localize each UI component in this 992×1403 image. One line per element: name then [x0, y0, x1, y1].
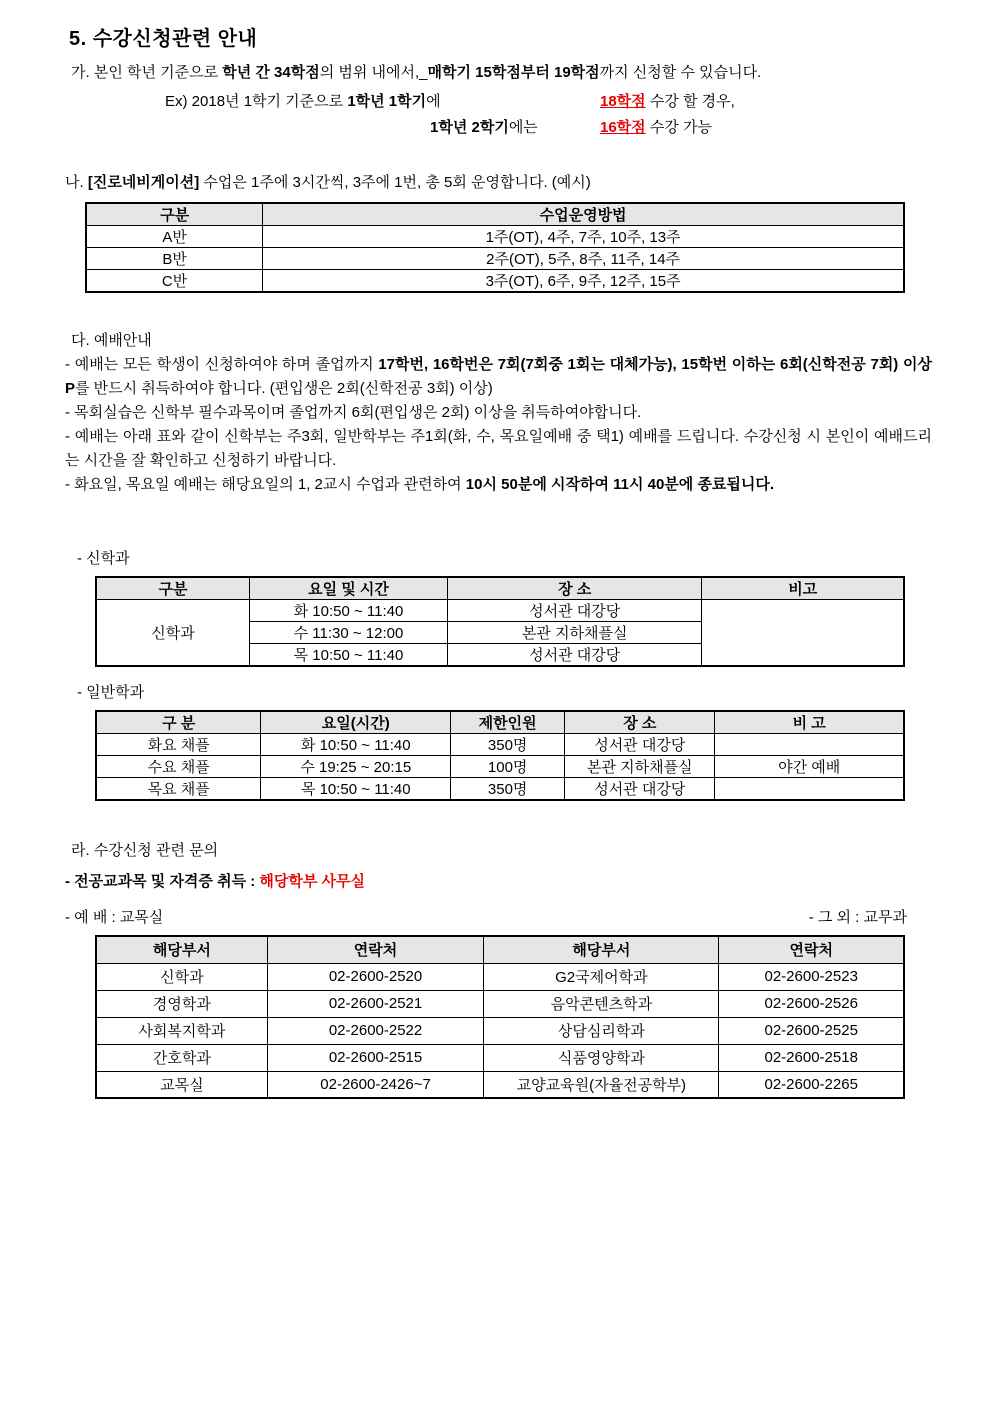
contacts-table — [95, 935, 905, 1099]
table-row — [86, 270, 904, 293]
cell: 02-2600-2522 — [267, 1017, 484, 1044]
paragraph-worship-2: - 목회실습은 신학부 필수과목이며 졸업까지 6회(편입생은 2회) 이상을 취득하여야합니다. — [65, 404, 642, 421]
na-bold-navigation: [진로네비게이션] — [87, 174, 200, 191]
cell: 목 10:50 ~ 11:40 — [261, 778, 451, 801]
cell: 목 10:50 ~ 11:40 — [250, 644, 448, 667]
cell — [715, 778, 904, 801]
cell: 02-2600-2518 — [719, 1044, 904, 1071]
table-row — [96, 778, 904, 801]
example-2-label — [165, 115, 600, 141]
general-worship-table — [95, 710, 905, 801]
cell: 사회복지학과 — [96, 1017, 267, 1044]
credit-18: 18학점 — [600, 93, 646, 110]
paragraph-ga — [65, 61, 932, 85]
table-row — [96, 1071, 904, 1098]
table-row — [86, 248, 904, 270]
col-header: 비 고 — [715, 711, 904, 734]
table-header-row — [96, 936, 904, 963]
col-header: 수업운영방법 — [263, 203, 904, 226]
cell: 100명 — [451, 756, 565, 778]
example-line-2 — [65, 115, 932, 141]
paragraph-worship-3: - 예배는 아래 표와 같이 신학부는 주3회, 일반학부는 주1회(화, 수, 목요일예배 중 택1) 예배를 드립니다. 수강신청 시 본인이 예배드리는 시간을 잘 확인하고 신청하기 바랍니다. — [65, 428, 932, 469]
example-2-suffix: 수강 가능 — [645, 119, 712, 136]
table-row — [96, 1044, 904, 1071]
theology-worship-table — [95, 576, 905, 667]
credit-16: 16학점 — [600, 119, 646, 136]
cell: 02-2600-2523 — [719, 963, 904, 990]
cell: 본관 지하채플실 — [565, 756, 715, 778]
cell: 성서관 대강당 — [565, 778, 715, 801]
cell: 식품영양학과 — [484, 1044, 719, 1071]
table-header-row — [96, 711, 904, 734]
ra-contact-line-2 — [65, 906, 932, 927]
cell: 음악콘텐츠학과 — [484, 990, 719, 1017]
worship-4-prefix: - 화요일, 목요일 예배는 해당요일의 1, 2교시 수업과 관련하여 — [65, 476, 466, 493]
worship-1-requirement: 17학번, 16학번은 7회(7회중 1회는 대체가능), 15학번 이하는 6회(신학전공 7회) 이상 P — [65, 356, 932, 397]
na-suffix: 수업은 1주에 3시간씩, 3주에 1번, 총 5회 운영합니다. (예시) — [199, 174, 591, 191]
class-operation-table — [85, 202, 905, 293]
ga-text-end: 까지 신청할 수 있습니다. — [599, 64, 762, 81]
cell: 수 11:30 ~ 12:00 — [250, 622, 448, 644]
cell: 02-2600-2515 — [267, 1044, 484, 1071]
table-row — [86, 226, 904, 248]
col-header: 연락처 — [267, 936, 484, 963]
example-2-semester: 1학년 2학기 — [430, 119, 509, 136]
worship-1-suffix: 를 반드시 취득하여야 합니다. (편입생은 2회(신학전공 3회) 이상) — [75, 380, 493, 397]
col-header: 장 소 — [565, 711, 715, 734]
cell: B반 — [86, 248, 263, 270]
table-row — [96, 600, 904, 622]
cell: 교양교육원(자율전공학부) — [484, 1071, 719, 1098]
table-row — [96, 990, 904, 1017]
ra-contact-line-1 — [65, 870, 932, 891]
cell: 3주(OT), 6주, 9주, 12주, 15주 — [263, 270, 904, 293]
col-header: 구분 — [96, 577, 250, 600]
page-title: 5. 수강신청관련 안내 — [69, 28, 258, 50]
col-header: 요일 및 시간 — [250, 577, 448, 600]
cell: A반 — [86, 226, 263, 248]
cell: 성서관 대강당 — [565, 734, 715, 756]
col-header: 비고 — [702, 577, 904, 600]
cell: 목요 채플 — [96, 778, 261, 801]
worship-1-prefix: - 예배는 모든 학생이 신청하여야 하며 졸업까지 — [65, 356, 379, 373]
cell: 본관 지하채플실 — [447, 622, 702, 644]
col-header: 해당부서 — [484, 936, 719, 963]
col-header: 해당부서 — [96, 936, 267, 963]
cell: 상담심리학과 — [484, 1017, 719, 1044]
example-1-semester: 1학년 1학기 — [347, 93, 427, 110]
ra-line2-others: - 그 외 : 교무과 — [808, 909, 907, 926]
cell: 350명 — [451, 734, 565, 756]
cell: 야간 예배 — [715, 756, 904, 778]
paragraph-na — [65, 171, 932, 195]
example-1-prefix: Ex) 2018년 1학기 기준으로 — [165, 93, 348, 110]
label-theology-dept: - 신학과 — [77, 550, 130, 567]
heading-ra: 라. 수강신청 관련 문의 — [71, 842, 219, 859]
paragraph-worship-1 — [65, 353, 932, 401]
cell: 02-2600-2526 — [719, 990, 904, 1017]
ra-line1-office: 해당학부 사무실 — [259, 873, 365, 890]
cell: 02-2600-2525 — [719, 1017, 904, 1044]
cell: 수요 채플 — [96, 756, 261, 778]
cell — [715, 734, 904, 756]
example-1-label — [165, 89, 600, 115]
col-header: 요일(시간) — [261, 711, 451, 734]
cell: 1주(OT), 4주, 7주, 10주, 13주 — [263, 226, 904, 248]
example-block — [65, 89, 932, 141]
table-header-row — [86, 203, 904, 226]
table-row — [96, 756, 904, 778]
example-line-1 — [65, 89, 932, 115]
ga-text: 가. 본인 학년 기준으로 — [71, 64, 223, 81]
ra-line1-label: - 전공교과목 및 자격증 취득 : — [65, 873, 260, 890]
ga-bold-range: 매학기 15학점부터 19학점 — [427, 64, 600, 81]
paragraph-worship-4 — [65, 473, 932, 497]
col-header: 장 소 — [447, 577, 702, 600]
cell: 02-2600-2520 — [267, 963, 484, 990]
cell: C반 — [86, 270, 263, 293]
cell: 화 10:50 ~ 11:40 — [250, 600, 448, 622]
cell: 수 19:25 ~ 20:15 — [261, 756, 451, 778]
na-prefix: 나. — [65, 174, 88, 191]
col-header: 구 분 — [96, 711, 261, 734]
cell-dept: 신학과 — [96, 600, 250, 667]
ra-line2-worship: - 예 배 : 교목실 — [65, 909, 164, 926]
table-row — [96, 963, 904, 990]
cell: 2주(OT), 5주, 8주, 11주, 14주 — [263, 248, 904, 270]
table-row — [96, 734, 904, 756]
cell: 350명 — [451, 778, 565, 801]
ga-text-mid: 의 범위 내에서,_ — [319, 64, 428, 81]
example-1-particle: 에 — [426, 93, 441, 110]
col-header: 구분 — [86, 203, 263, 226]
cell: 간호학과 — [96, 1044, 267, 1071]
cell: 02-2600-2265 — [719, 1071, 904, 1098]
cell: 화요 채플 — [96, 734, 261, 756]
cell: 교목실 — [96, 1071, 267, 1098]
label-general-dept: - 일반학과 — [77, 684, 145, 701]
table-header-row — [96, 577, 904, 600]
heading-da: 다. 예배안내 — [71, 332, 152, 349]
example-2-particle: 에는 — [508, 119, 538, 136]
cell: 화 10:50 ~ 11:40 — [261, 734, 451, 756]
cell: 성서관 대강당 — [447, 644, 702, 667]
cell: 신학과 — [96, 963, 267, 990]
col-header: 제한인원 — [451, 711, 565, 734]
cell-note — [702, 600, 904, 667]
example-1-suffix: 수강 할 경우, — [645, 93, 735, 110]
col-header: 연락처 — [719, 936, 904, 963]
cell: 성서관 대강당 — [447, 600, 702, 622]
cell: G2국제어학과 — [484, 963, 719, 990]
worship-4-time: 10시 50분에 시작하여 11시 40분에 종료됩니다. — [465, 476, 775, 493]
cell: 02-2600-2426~7 — [267, 1071, 484, 1098]
cell: 경영학과 — [96, 990, 267, 1017]
ga-bold-credits: 학년 간 34학점 — [222, 64, 320, 81]
cell: 02-2600-2521 — [267, 990, 484, 1017]
table-row — [96, 1017, 904, 1044]
